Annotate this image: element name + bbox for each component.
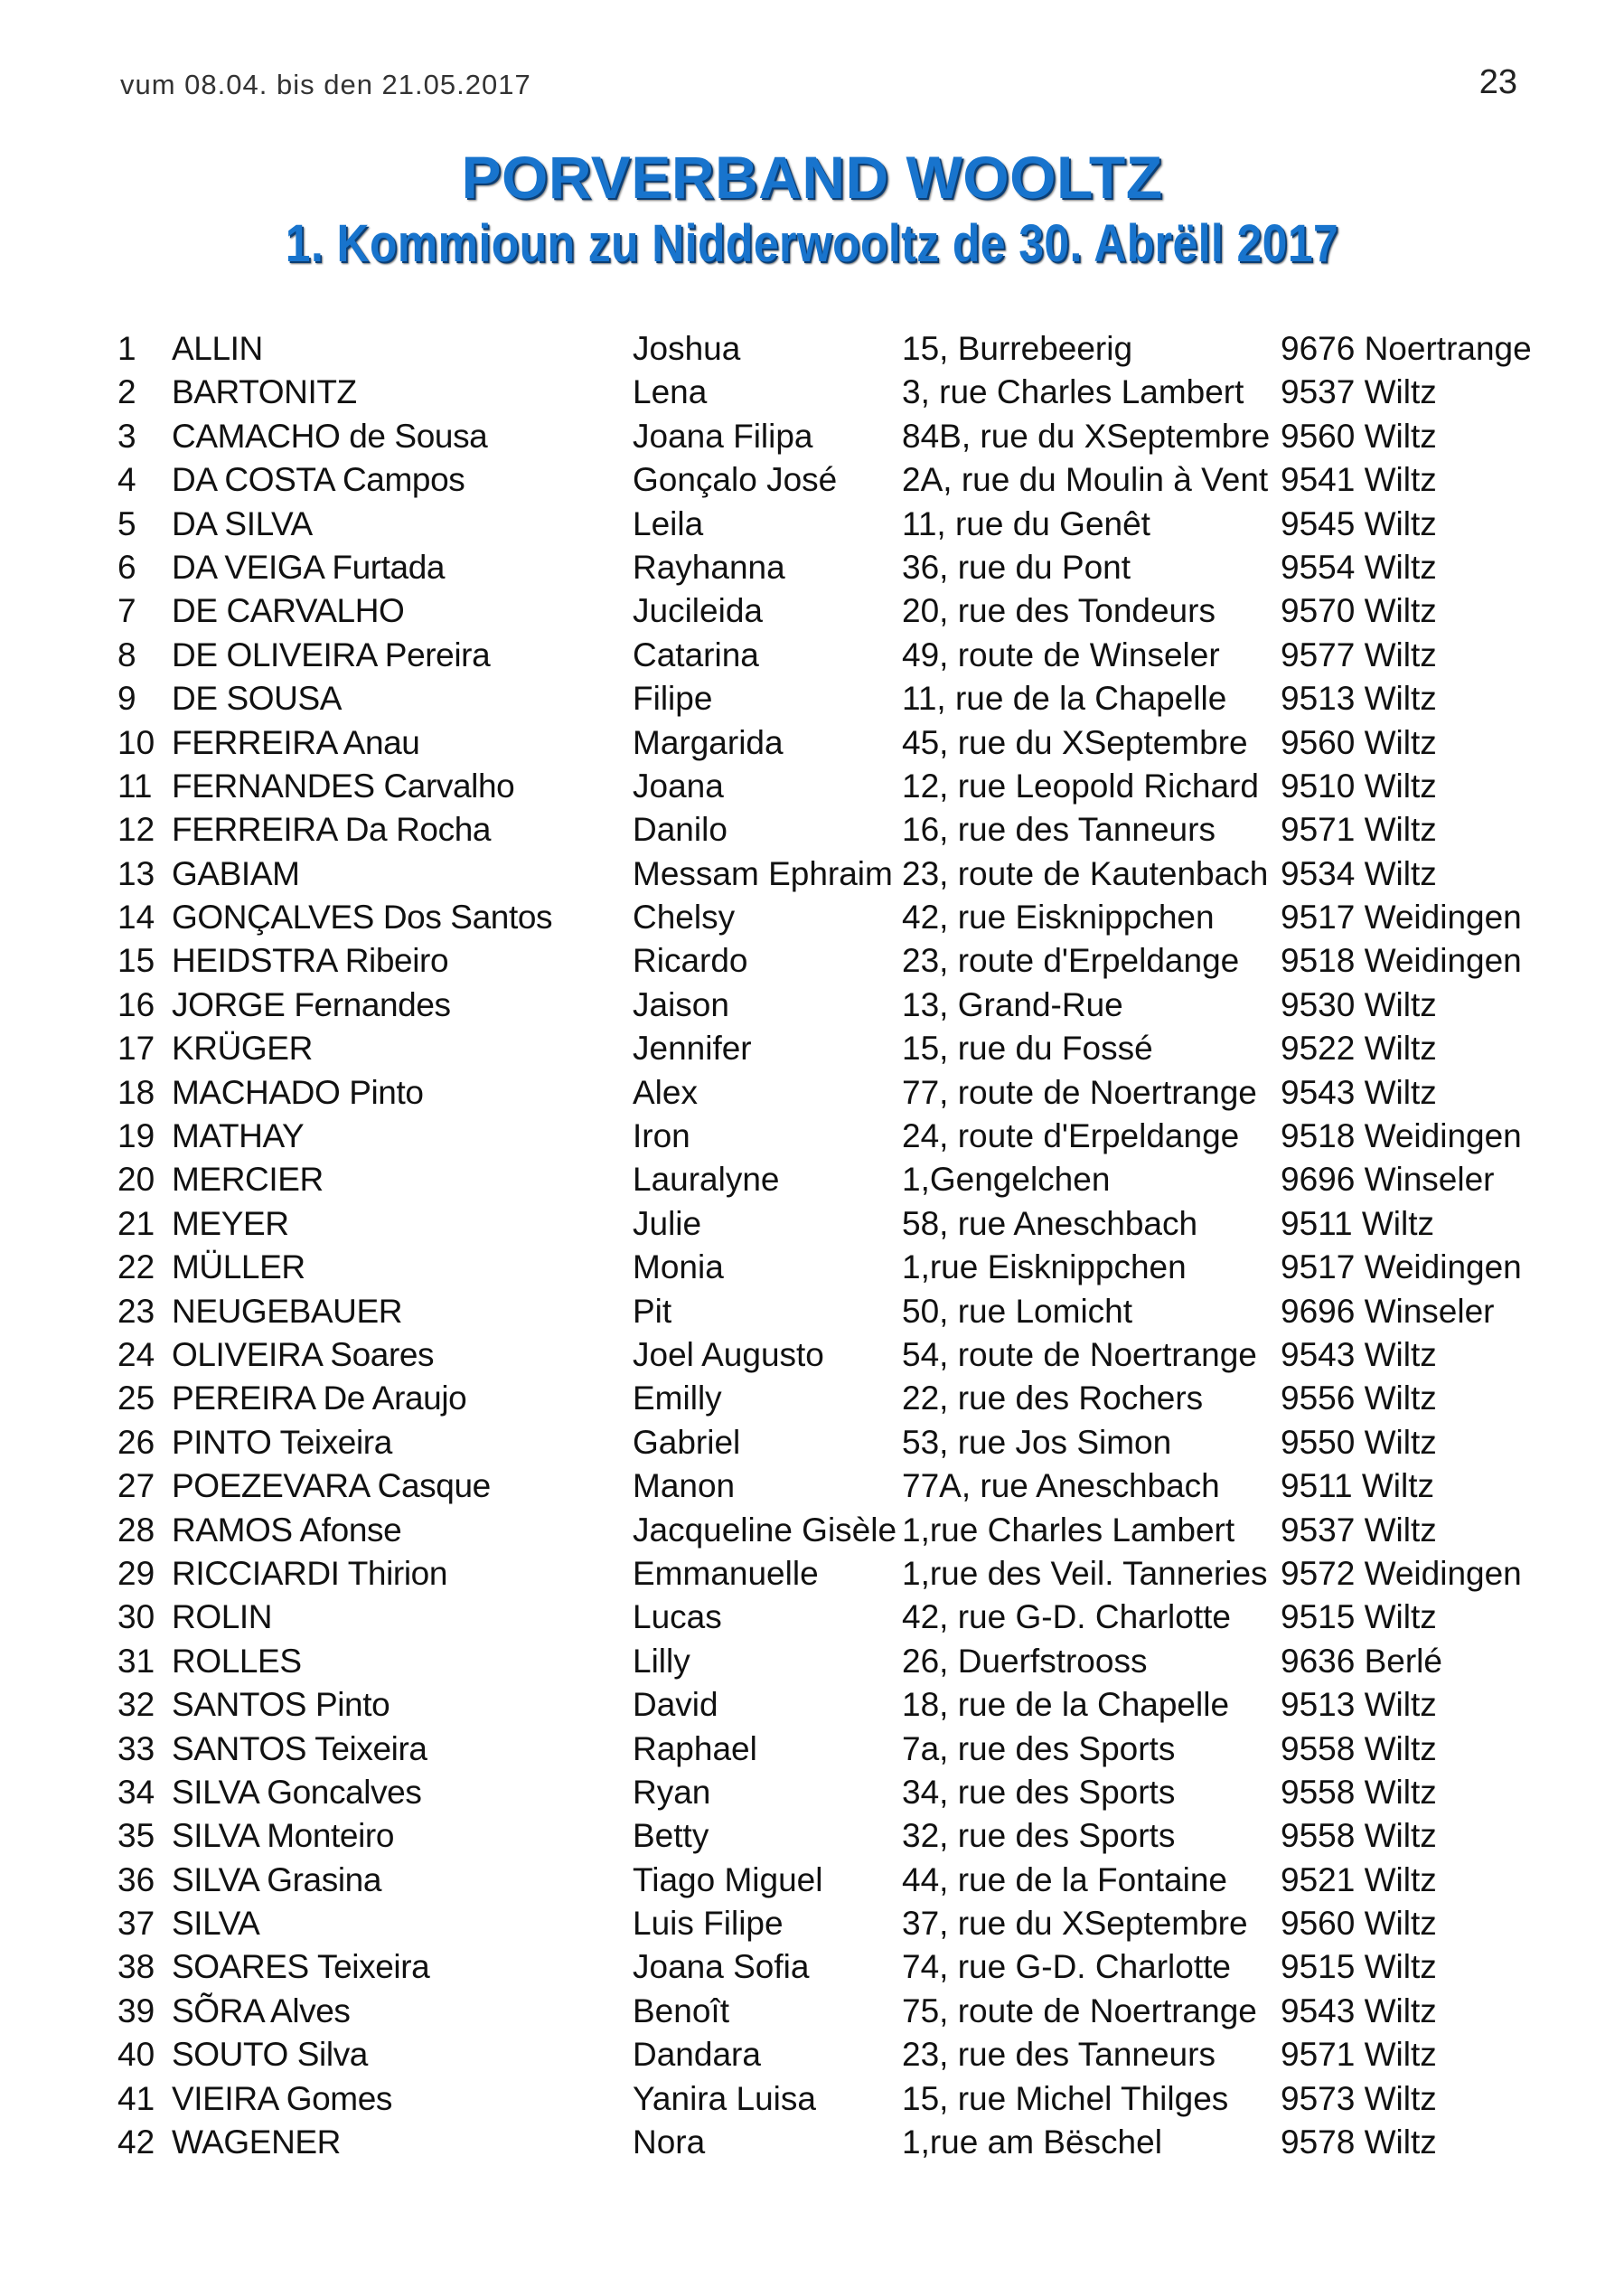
list-item	[117, 1027, 1545, 1070]
entry-number: 7	[117, 592, 136, 630]
entry-street: 24, route d'Erpeldange	[902, 1117, 1240, 1155]
list-item	[117, 327, 1545, 371]
entry-surname: ROLLES	[172, 1642, 302, 1680]
entry-surname: SOUTO Silva	[172, 2036, 368, 2074]
entry-postal-town: 9518 Weidingen	[1281, 1117, 1522, 1155]
entry-street: 75, route de Noertrange	[902, 1991, 1257, 2029]
entry-number: 6	[117, 548, 136, 586]
entry-number: 14	[117, 899, 155, 937]
entry-number: 18	[117, 1073, 155, 1111]
entry-first-name: Gabriel	[633, 1423, 741, 1461]
entry-surname: MATHAY	[172, 1117, 305, 1155]
list-item	[117, 1246, 1545, 1289]
entry-number: 21	[117, 1204, 155, 1242]
entry-street: 26, Duerfstrooss	[902, 1642, 1148, 1680]
entry-street: 2A, rue du Moulin à Vent	[902, 461, 1269, 499]
entry-postal-town: 9558 Wiltz	[1281, 1773, 1437, 1811]
entry-postal-town: 9513 Wiltz	[1281, 1686, 1437, 1724]
list-item	[117, 634, 1545, 677]
entry-postal-town: 9543 Wiltz	[1281, 1335, 1437, 1373]
entry-surname: SÕRA Alves	[172, 1991, 351, 2029]
entry-first-name: Catarina	[633, 636, 759, 673]
entry-number: 32	[117, 1686, 155, 1724]
entry-postal-town: 9560 Wiltz	[1281, 417, 1437, 455]
entry-number: 16	[117, 985, 155, 1023]
entry-street: 1,rue Eisknippchen	[902, 1248, 1187, 1286]
entry-first-name: Pit	[633, 1292, 672, 1330]
list-item	[117, 371, 1545, 414]
entry-street: 1,rue Charles Lambert	[902, 1511, 1235, 1549]
list-item	[117, 2033, 1545, 2076]
entry-number: 1	[117, 330, 136, 367]
entry-number: 35	[117, 1817, 155, 1855]
entry-postal-town: 9636 Berlé	[1281, 1642, 1442, 1680]
entry-street: 23, route d'Erpeldange	[902, 942, 1240, 980]
entry-surname: BARTONITZ	[172, 373, 357, 411]
entry-first-name: Leila	[633, 504, 704, 542]
entry-surname: DE OLIVEIRA Pereira	[172, 636, 491, 673]
entry-number: 19	[117, 1117, 155, 1155]
list-item	[117, 765, 1545, 808]
entry-surname: CAMACHO de Sousa	[172, 417, 488, 455]
entry-street: 22, rue des Rochers	[902, 1379, 1204, 1417]
entry-postal-town: 9676 Noertrange	[1281, 330, 1532, 367]
page-number: 23	[1478, 63, 1517, 101]
list-item	[117, 939, 1545, 983]
entry-postal-town: 9530 Wiltz	[1281, 985, 1437, 1023]
entry-surname: SOARES Teixeira	[172, 1948, 430, 1986]
entry-first-name: Iron	[633, 1117, 690, 1155]
list-item	[117, 1771, 1545, 1814]
entry-street: 54, route de Noertrange	[902, 1335, 1257, 1373]
entry-number: 29	[117, 1554, 155, 1592]
entry-surname: SILVA	[172, 1905, 260, 1943]
entry-surname: SANTOS Teixeira	[172, 1729, 427, 1767]
entry-postal-town: 9511 Wiltz	[1281, 1467, 1434, 1505]
entry-number: 5	[117, 504, 136, 542]
entry-postal-town: 9545 Wiltz	[1281, 504, 1437, 542]
entry-number: 24	[117, 1335, 155, 1373]
entry-postal-town: 9517 Weidingen	[1281, 899, 1522, 937]
entry-number: 4	[117, 461, 136, 499]
entry-surname: OLIVEIRA Soares	[172, 1335, 435, 1373]
entry-street: 15, Burrebeerig	[902, 330, 1133, 367]
entry-surname: MEYER	[172, 1204, 289, 1242]
entry-surname: PINTO Teixeira	[172, 1423, 392, 1461]
entry-first-name: Ricardo	[633, 942, 748, 980]
entry-first-name: Joana Filipa	[633, 417, 813, 455]
entry-street: 58, rue Aneschbach	[902, 1204, 1198, 1242]
list-item	[117, 1421, 1545, 1464]
entry-first-name: Ryan	[633, 1773, 711, 1811]
entry-surname: NEUGEBAUER	[172, 1292, 403, 1330]
entry-first-name: Monia	[633, 1248, 724, 1286]
entry-postal-town: 9515 Wiltz	[1281, 1948, 1437, 1986]
list-item	[117, 1990, 1545, 2033]
entry-postal-town: 9521 Wiltz	[1281, 1860, 1437, 1898]
page-title: PORVERBAND WOOLTZ	[461, 144, 1163, 211]
entry-surname: HEIDSTRA Ribeiro	[172, 942, 449, 980]
entry-street: 11, rue de la Chapelle	[902, 680, 1227, 718]
entry-first-name: Betty	[633, 1817, 709, 1855]
list-item	[117, 1333, 1545, 1377]
entry-first-name: Emmanuelle	[633, 1554, 819, 1592]
header-date-range: vum 08.04. bis den 21.05.2017	[120, 69, 531, 100]
entry-surname: GABIAM	[172, 854, 300, 892]
entry-surname: DA SILVA	[172, 504, 313, 542]
entry-first-name: Alex	[633, 1073, 698, 1111]
entry-postal-town: 9696 Winseler	[1281, 1161, 1495, 1199]
entry-number: 33	[117, 1729, 155, 1767]
list-item	[117, 1902, 1545, 1945]
entry-number: 36	[117, 1860, 155, 1898]
entry-number: 30	[117, 1598, 155, 1636]
entry-number: 13	[117, 854, 155, 892]
entry-street: 13, Grand-Rue	[902, 985, 1123, 1023]
entry-street: 77, route de Noertrange	[902, 1073, 1257, 1111]
entry-first-name: Jennifer	[633, 1030, 752, 1068]
entry-number: 38	[117, 1948, 155, 1986]
entry-street: 3, rue Charles Lambert	[902, 373, 1244, 411]
entry-number: 15	[117, 942, 155, 980]
entry-first-name: Lena	[633, 373, 708, 411]
entry-street: 74, rue G-D. Charlotte	[902, 1948, 1231, 1986]
entry-number: 41	[117, 2079, 155, 2117]
entry-surname: SILVA Grasina	[172, 1860, 381, 1898]
entry-number: 34	[117, 1773, 155, 1811]
entry-first-name: Gonçalo José	[633, 461, 838, 499]
entry-postal-town: 9558 Wiltz	[1281, 1817, 1437, 1855]
list-item	[117, 1509, 1545, 1552]
entry-first-name: Joel Augusto	[633, 1335, 824, 1373]
entry-street: 50, rue Lomicht	[902, 1292, 1133, 1330]
list-item	[117, 984, 1545, 1027]
entry-postal-town: 9510 Wiltz	[1281, 767, 1437, 805]
entry-number: 39	[117, 1991, 155, 2029]
entry-postal-town: 9571 Wiltz	[1281, 811, 1437, 849]
list-item	[117, 1596, 1545, 1639]
entry-number: 28	[117, 1511, 155, 1549]
entry-first-name: Jaison	[633, 985, 729, 1023]
entry-surname: JORGE Fernandes	[172, 985, 451, 1023]
entry-first-name: Chelsy	[633, 899, 736, 937]
entry-postal-town: 9578 Wiltz	[1281, 2123, 1437, 2161]
entry-first-name: Rayhanna	[633, 548, 785, 586]
entry-street: 15, rue du Fossé	[902, 1030, 1153, 1068]
list-item	[117, 458, 1545, 502]
entry-street: 20, rue des Tondeurs	[902, 592, 1216, 630]
list-item	[117, 1945, 1545, 1989]
entry-surname: FERNANDES Carvalho	[172, 767, 515, 805]
entry-surname: ALLIN	[172, 330, 263, 367]
entry-number: 2	[117, 373, 136, 411]
communicant-list	[117, 327, 1545, 2164]
entry-first-name: Margarida	[633, 723, 784, 761]
entry-first-name: Lucas	[633, 1598, 722, 1636]
entry-number: 22	[117, 1248, 155, 1286]
entry-first-name: Nora	[633, 2123, 706, 2161]
entry-first-name: Julie	[633, 1204, 702, 1242]
list-item	[117, 1071, 1545, 1115]
entry-first-name: David	[633, 1686, 718, 1724]
list-item	[117, 1202, 1545, 1246]
entry-number: 42	[117, 2123, 155, 2161]
entry-street: 15, rue Michel Thilges	[902, 2079, 1229, 2117]
entry-first-name: Joshua	[633, 330, 741, 367]
entry-first-name: Jucileida	[633, 592, 763, 630]
entry-surname: DA VEIGA Furtada	[172, 548, 446, 586]
entry-number: 25	[117, 1379, 155, 1417]
entry-number: 12	[117, 811, 155, 849]
entry-first-name: Messam Ephraim	[633, 854, 893, 892]
entry-street: 16, rue des Tanneurs	[902, 811, 1216, 849]
entry-number: 8	[117, 636, 136, 673]
entry-surname: POEZEVARA Casque	[172, 1467, 491, 1505]
entry-postal-town: 9543 Wiltz	[1281, 1073, 1437, 1111]
entry-surname: ROLIN	[172, 1598, 273, 1636]
entry-surname: SANTOS Pinto	[172, 1686, 390, 1724]
entry-postal-town: 9554 Wiltz	[1281, 548, 1437, 586]
entry-street: 53, rue Jos Simon	[902, 1423, 1172, 1461]
list-item	[117, 896, 1545, 939]
entry-first-name: Benoît	[633, 1991, 729, 2029]
entry-surname: KRÜGER	[172, 1030, 313, 1068]
entry-postal-town: 9550 Wiltz	[1281, 1423, 1437, 1461]
entry-postal-town: 9560 Wiltz	[1281, 1905, 1437, 1943]
entry-street: 1,Gengelchen	[902, 1161, 1111, 1199]
entry-surname: GONÇALVES Dos Santos	[172, 899, 553, 937]
list-item	[117, 677, 1545, 720]
entry-surname: SILVA Goncalves	[172, 1773, 422, 1811]
entry-postal-town: 9541 Wiltz	[1281, 461, 1437, 499]
entry-postal-town: 9572 Weidingen	[1281, 1554, 1522, 1592]
entry-first-name: Raphael	[633, 1729, 757, 1767]
entry-first-name: Luis Filipe	[633, 1905, 784, 1943]
entry-street: 84B, rue du XSeptembre	[902, 417, 1271, 455]
entry-street: 45, rue du XSeptembre	[902, 723, 1248, 761]
list-item	[117, 1814, 1545, 1858]
entry-number: 37	[117, 1905, 155, 1943]
entry-street: 1,rue am Bëschel	[902, 2123, 1162, 2161]
entry-street: 12, rue Leopold Richard	[902, 767, 1259, 805]
entry-surname: SILVA Monteiro	[172, 1817, 394, 1855]
entry-street: 18, rue de la Chapelle	[902, 1686, 1230, 1724]
entry-street: 7a, rue des Sports	[902, 1729, 1176, 1767]
entry-surname: VIEIRA Gomes	[172, 2079, 393, 2117]
list-item	[117, 1377, 1545, 1420]
entry-postal-town: 9517 Weidingen	[1281, 1248, 1522, 1286]
entry-first-name: Filipe	[633, 680, 713, 718]
entry-number: 31	[117, 1642, 155, 1680]
entry-first-name: Joana Sofia	[633, 1948, 810, 1986]
entry-street: 44, rue de la Fontaine	[902, 1860, 1227, 1898]
entry-first-name: Manon	[633, 1467, 736, 1505]
list-item	[117, 2121, 1545, 2164]
list-item	[117, 415, 1545, 458]
entry-surname: MÜLLER	[172, 1248, 305, 1286]
entry-street: 42, rue G-D. Charlotte	[902, 1598, 1231, 1636]
entry-street: 1,rue des Veil. Tanneries	[902, 1554, 1268, 1592]
entry-first-name: Danilo	[633, 811, 728, 849]
entry-postal-town: 9558 Wiltz	[1281, 1729, 1437, 1767]
entry-surname: WAGENER	[172, 2123, 342, 2161]
entry-surname: RICCIARDI Thirion	[172, 1554, 448, 1592]
entry-first-name: Lauralyne	[633, 1161, 780, 1199]
entry-number: 27	[117, 1467, 155, 1505]
entry-first-name: Yanira Luisa	[633, 2079, 816, 2117]
entry-number: 20	[117, 1161, 155, 1199]
entry-postal-town: 9515 Wiltz	[1281, 1598, 1437, 1636]
list-item	[117, 1290, 1545, 1333]
entry-street: 42, rue Eisknippchen	[902, 899, 1215, 937]
entry-surname: RAMOS Afonse	[172, 1511, 402, 1549]
entry-surname: FERREIRA Anau	[172, 723, 420, 761]
entry-postal-town: 9571 Wiltz	[1281, 2036, 1437, 2074]
entry-first-name: Tiago Miguel	[633, 1860, 823, 1898]
list-item	[117, 1115, 1545, 1158]
entry-postal-town: 9537 Wiltz	[1281, 1511, 1437, 1549]
entry-surname: DE CARVALHO	[172, 592, 405, 630]
entry-postal-town: 9696 Winseler	[1281, 1292, 1495, 1330]
list-item	[117, 2077, 1545, 2121]
entry-postal-town: 9534 Wiltz	[1281, 854, 1437, 892]
entry-postal-town: 9522 Wiltz	[1281, 1030, 1437, 1068]
entry-postal-town: 9556 Wiltz	[1281, 1379, 1437, 1417]
list-item	[117, 1728, 1545, 1771]
entry-street: 34, rue des Sports	[902, 1773, 1176, 1811]
entry-number: 3	[117, 417, 136, 455]
list-item	[117, 1640, 1545, 1683]
entry-street: 49, route de Winseler	[902, 636, 1220, 673]
list-item	[117, 546, 1545, 589]
entry-surname: PEREIRA De Araujo	[172, 1379, 467, 1417]
page-subtitle: 1. Kommioun zu Nidderwooltz de 30. Abrëll 2017	[285, 214, 1339, 273]
entry-street: 11, rue du Genêt	[902, 504, 1150, 542]
entry-surname: DA COSTA Campos	[172, 461, 465, 499]
list-item	[117, 1859, 1545, 1902]
entry-postal-town: 9577 Wiltz	[1281, 636, 1437, 673]
entry-postal-town: 9511 Wiltz	[1281, 1204, 1434, 1242]
entry-first-name: Joana	[633, 767, 724, 805]
entry-surname: DE SOUSA	[172, 680, 343, 718]
entry-number: 40	[117, 2036, 155, 2074]
list-item	[117, 503, 1545, 546]
list-item	[117, 808, 1545, 852]
entry-postal-town: 9543 Wiltz	[1281, 1991, 1437, 2029]
entry-street: 23, rue des Tanneurs	[902, 2036, 1216, 2074]
list-item	[117, 1158, 1545, 1201]
entry-postal-town: 9513 Wiltz	[1281, 680, 1437, 718]
entry-street: 37, rue du XSeptembre	[902, 1905, 1248, 1943]
entry-number: 10	[117, 723, 155, 761]
entry-postal-town: 9537 Wiltz	[1281, 373, 1437, 411]
list-item	[117, 1552, 1545, 1596]
entry-first-name: Emilly	[633, 1379, 722, 1417]
entry-surname: MACHADO Pinto	[172, 1073, 424, 1111]
entry-street: 32, rue des Sports	[902, 1817, 1176, 1855]
entry-postal-town: 9560 Wiltz	[1281, 723, 1437, 761]
entry-number: 23	[117, 1292, 155, 1330]
entry-number: 17	[117, 1030, 155, 1068]
entry-first-name: Lilly	[633, 1642, 690, 1680]
list-item	[117, 1464, 1545, 1508]
entry-postal-town: 9518 Weidingen	[1281, 942, 1522, 980]
list-item	[117, 589, 1545, 633]
list-item	[117, 1683, 1545, 1727]
entry-street: 36, rue du Pont	[902, 548, 1131, 586]
entry-number: 26	[117, 1423, 155, 1461]
entry-postal-town: 9573 Wiltz	[1281, 2079, 1437, 2117]
entry-number: 9	[117, 680, 136, 718]
entry-street: 23, route de Kautenbach	[902, 854, 1269, 892]
list-item	[117, 852, 1545, 896]
entry-first-name: Dandara	[633, 2036, 761, 2074]
entry-surname: MERCIER	[172, 1161, 324, 1199]
entry-postal-town: 9570 Wiltz	[1281, 592, 1437, 630]
entry-first-name: Jacqueline Gisèle	[633, 1511, 897, 1549]
entry-surname: FERREIRA Da Rocha	[172, 811, 492, 849]
entry-street: 77A, rue Aneschbach	[902, 1467, 1220, 1505]
list-item	[117, 721, 1545, 765]
entry-number: 11	[117, 767, 153, 805]
